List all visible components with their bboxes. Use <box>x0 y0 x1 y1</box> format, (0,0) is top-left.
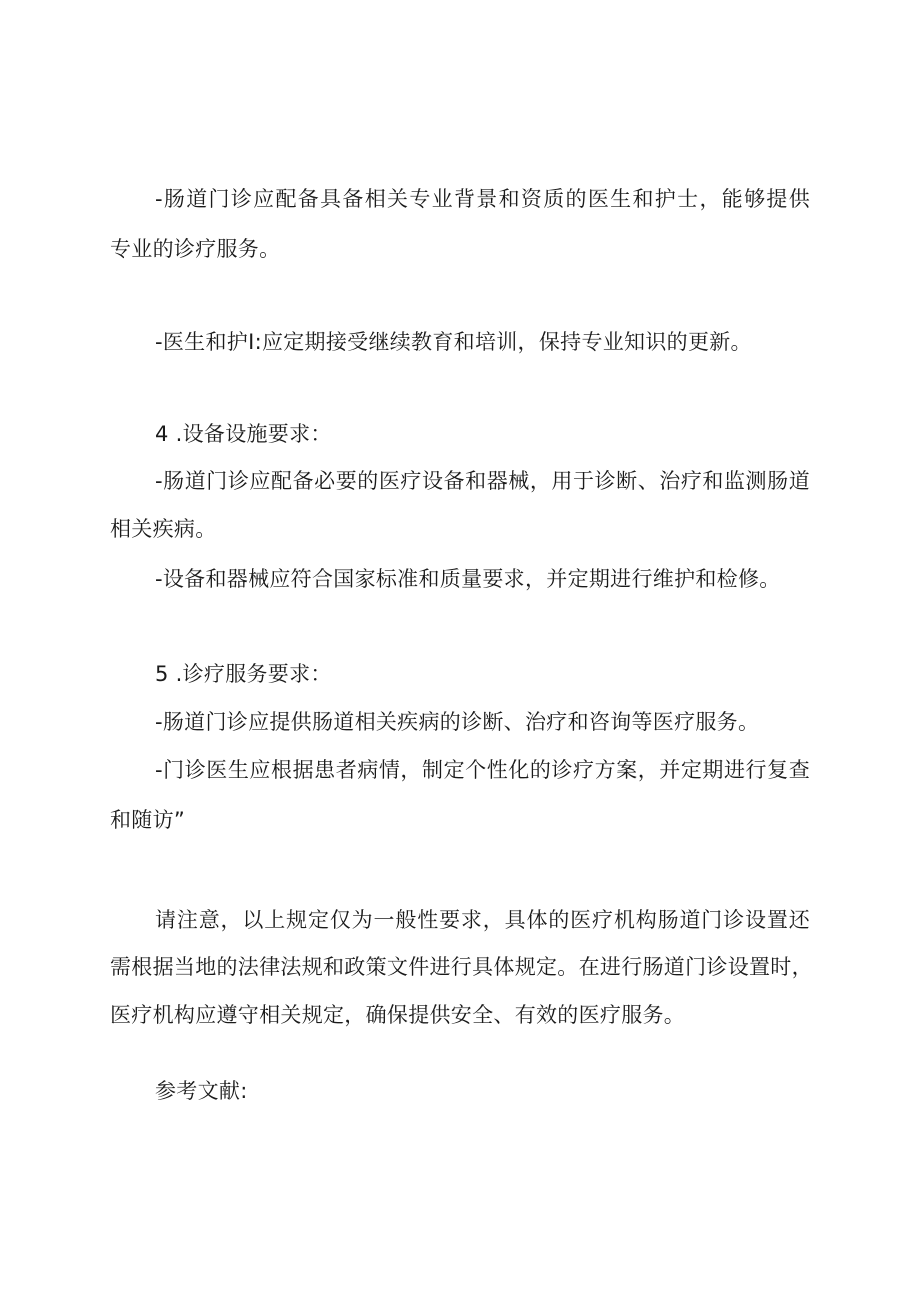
paragraph-line: -肠道门诊应配备必要的医疗设备和器械，用于诊断、治疗和监测肠道 <box>155 469 810 493</box>
section-heading: 4 .设备设施要求： <box>155 422 332 446</box>
paragraph-line: -医生和护Ⅰ:应定期接受继续教育和培训，保持专业知识的更新。 <box>155 330 752 354</box>
paragraph-line: -肠道门诊应提供肠道相关疾病的诊断、治疗和咨询等医疗服务。 <box>155 710 760 734</box>
paragraph-line: -肠道门诊应配备具备相关专业背景和资质的医生和护士，能够提供 <box>155 187 810 211</box>
paragraph-line: 和随访” <box>110 808 186 832</box>
paragraph-line: 医疗机构应遵守相关规定，确保提供安全、有效的医疗服务。 <box>110 1003 686 1027</box>
section-heading: 参考文献: <box>155 1079 248 1103</box>
paragraph-line: -门诊医生应根据患者病情，制定个性化的诊疗方案，并定期进行复查 <box>155 758 810 782</box>
paragraph-line: 需根据当地的法律法规和政策文件进行具体规定。在进行肠道门诊设置时， <box>110 955 813 979</box>
paragraph-line: 专业的诊疗服务。 <box>110 237 281 261</box>
paragraph-line: 相关疾病。 <box>110 517 217 541</box>
section-heading: 5 .诊疗服务要求： <box>155 662 332 686</box>
paragraph-line: -设备和器械应符合国家标准和质量要求，并定期进行维护和检修。 <box>155 567 781 591</box>
paragraph-line: 请注意，以上规定仅为一般性要求，具体的医疗机构肠道门诊设置还 <box>155 908 810 932</box>
